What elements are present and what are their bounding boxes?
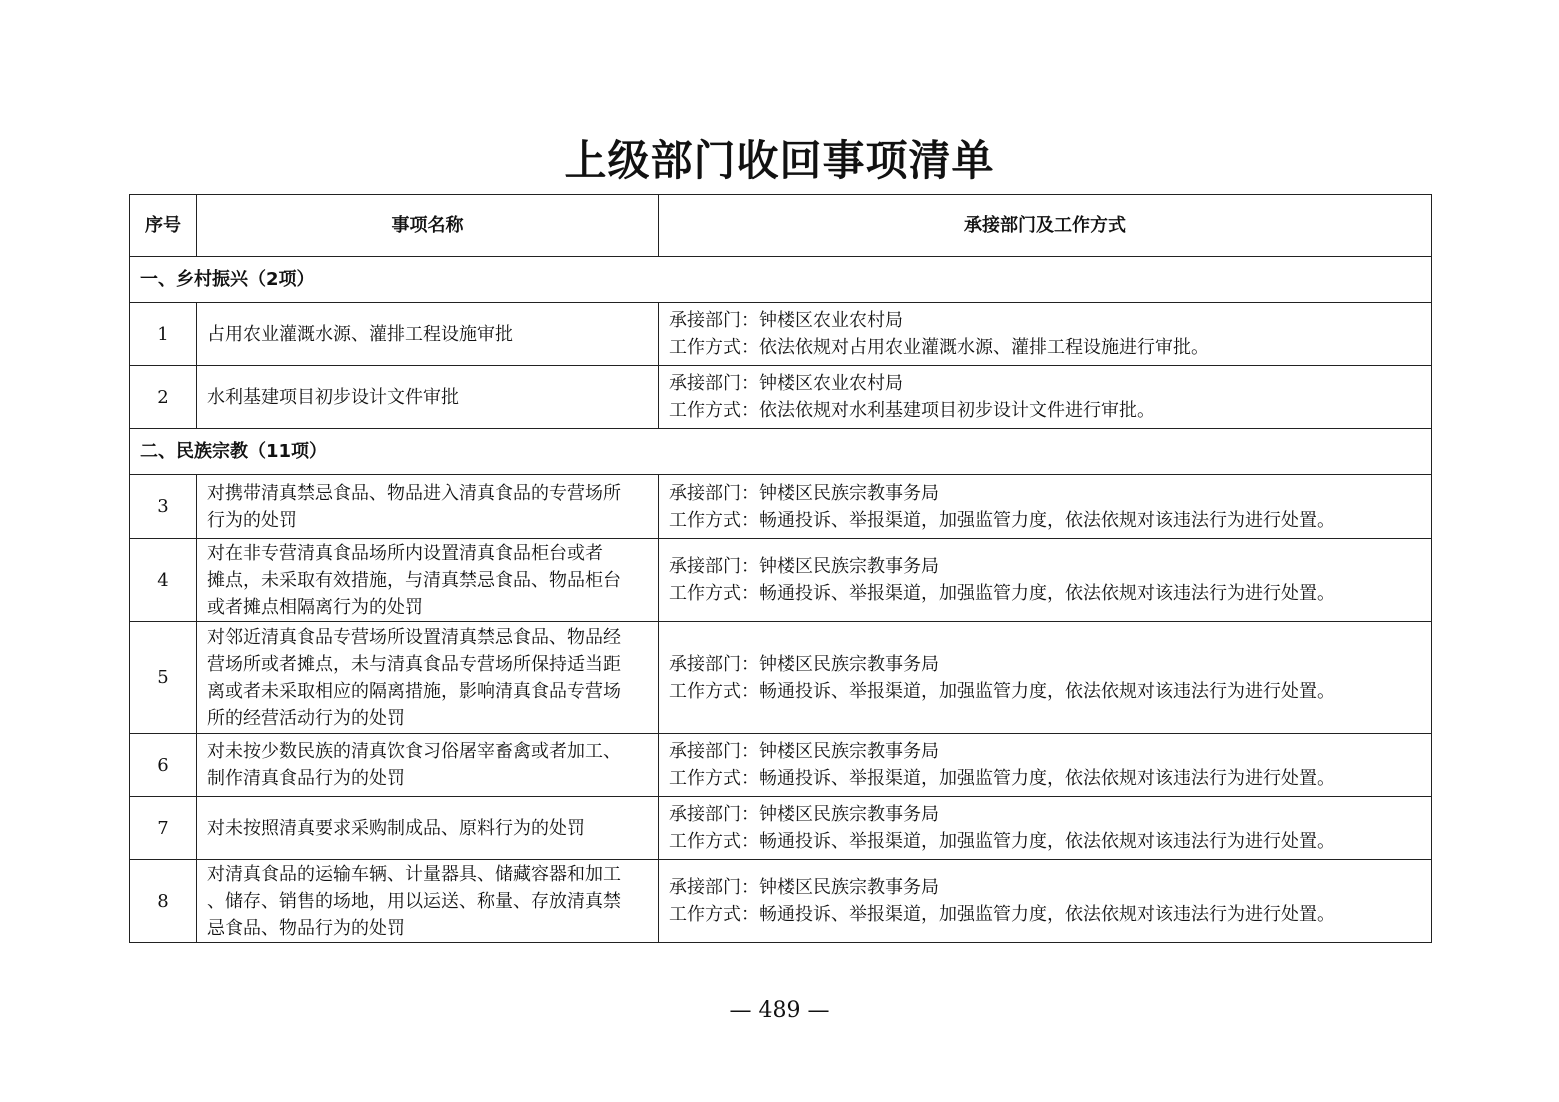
- dept-line: 承接部门：钟楼区农业农村局: [669, 310, 903, 331]
- row-index: 4: [130, 539, 197, 622]
- section-row: [130, 429, 1432, 475]
- dept-line: 承接部门：钟楼区民族宗教事务局: [669, 804, 939, 825]
- item-name-line: 对未按少数民族的清真饮食习俗屠宰畜禽或者加工、: [207, 741, 621, 762]
- table-row: [130, 734, 1432, 797]
- table-header-row: [130, 195, 1432, 257]
- row-dept-method: [659, 860, 1432, 943]
- item-name-line: 、储存、销售的场地，用以运送、称量、存放清真禁: [207, 890, 621, 912]
- item-name-line: 占用农业灌溉水源、灌排工程设施审批: [207, 323, 513, 345]
- row-index: 3: [130, 475, 197, 539]
- item-name-line: 摊点，未采取有效措施，与清真禁忌食品、物品柜台: [207, 569, 621, 591]
- row-index: 5: [130, 622, 197, 734]
- item-name-line: 制作清真食品行为的处罚: [207, 768, 405, 789]
- section-row: [130, 257, 1432, 303]
- row-item-name: [197, 734, 659, 797]
- method-line: 工作方式：畅通投诉、举报渠道，加强监管力度，依法依规对该违法行为进行处置。: [669, 904, 1335, 925]
- item-name-line: 营场所或者摊点，未与清真食品专营场所保持适当距: [207, 653, 621, 675]
- row-index: 1: [130, 303, 197, 366]
- table-row: [130, 539, 1432, 622]
- row-item-name: [197, 475, 659, 539]
- method-line: 工作方式：畅通投诉、举报渠道，加强监管力度，依法依规对该违法行为进行处置。: [669, 768, 1335, 789]
- row-item-name: [197, 797, 659, 860]
- row-dept-method: [659, 797, 1432, 860]
- row-dept-method: [659, 475, 1432, 539]
- item-name-line: 对未按照清真要求采购制成品、原料行为的处罚: [207, 817, 585, 839]
- item-name-line: 对携带清真禁忌食品、物品进入清真食品的专营场所: [207, 482, 621, 504]
- dept-line: 承接部门：钟楼区民族宗教事务局: [669, 556, 939, 577]
- table-row: [130, 797, 1432, 860]
- page-number: — 489 —: [729, 998, 830, 1023]
- item-name-line: 离或者未采取相应的隔离措施，影响清真食品专营场: [207, 680, 621, 702]
- table-row: [130, 303, 1432, 366]
- items-table: [129, 194, 1432, 943]
- row-index: 8: [130, 860, 197, 943]
- method-line: 工作方式：畅通投诉、举报渠道，加强监管力度，依法依规对该违法行为进行处置。: [669, 583, 1335, 604]
- row-item-name: [197, 366, 659, 429]
- row-index: 2: [130, 366, 197, 429]
- header-dept: 承接部门及工作方式: [659, 195, 1432, 257]
- table-row: [130, 475, 1432, 539]
- item-name-line: 对邻近清真食品专营场所设置清真禁忌食品、物品经: [207, 626, 621, 648]
- dept-line: 承接部门：钟楼区民族宗教事务局: [669, 877, 939, 898]
- row-dept-method: [659, 622, 1432, 734]
- dept-line: 承接部门：钟楼区民族宗教事务局: [669, 741, 939, 762]
- row-item-name: [197, 860, 659, 943]
- method-line: 工作方式：依法依规对占用农业灌溉水源、灌排工程设施进行审批。: [669, 337, 1209, 358]
- table-row: [130, 366, 1432, 429]
- table-body: [130, 257, 1432, 943]
- header-name: 事项名称: [197, 195, 659, 257]
- row-dept-method: [659, 303, 1432, 366]
- row-item-name: [197, 539, 659, 622]
- item-name-line: 对清真食品的运输车辆、计量器具、储藏容器和加工: [207, 863, 621, 885]
- row-index: 7: [130, 797, 197, 860]
- method-line: 工作方式：畅通投诉、举报渠道，加强监管力度，依法依规对该违法行为进行处置。: [669, 680, 1335, 702]
- method-line: 工作方式：畅通投诉、举报渠道，加强监管力度，依法依规对该违法行为进行处置。: [669, 831, 1335, 852]
- table-row: [130, 622, 1432, 734]
- item-name-line: 忌食品、物品行为的处罚: [207, 917, 405, 939]
- section-heading: 二、民族宗教（11项）: [130, 429, 1432, 475]
- dept-line: 承接部门：钟楼区民族宗教事务局: [669, 482, 939, 504]
- dept-line: 承接部门：钟楼区民族宗教事务局: [669, 653, 939, 675]
- method-line: 工作方式：依法依规对水利基建项目初步设计文件进行审批。: [669, 400, 1155, 421]
- row-dept-method: [659, 366, 1432, 429]
- item-name-line: 所的经营活动行为的处罚: [207, 707, 405, 729]
- row-dept-method: [659, 734, 1432, 797]
- table-row: [130, 860, 1432, 943]
- section-heading: 一、乡村振兴（2项）: [130, 257, 1432, 303]
- item-name-line: 对在非专营清真食品场所内设置清真食品柜台或者: [207, 542, 603, 564]
- item-name-line: 或者摊点相隔离行为的处罚: [207, 596, 423, 618]
- row-item-name: [197, 303, 659, 366]
- row-item-name: [197, 622, 659, 734]
- header-index: 序号: [130, 195, 197, 257]
- item-name-line: 水利基建项目初步设计文件审批: [207, 386, 459, 408]
- dept-line: 承接部门：钟楼区农业农村局: [669, 373, 903, 394]
- row-dept-method: [659, 539, 1432, 622]
- page-title: 上级部门收回事项清单: [564, 136, 995, 185]
- row-index: 6: [130, 734, 197, 797]
- item-name-line: 行为的处罚: [207, 509, 297, 531]
- method-line: 工作方式：畅通投诉、举报渠道，加强监管力度，依法依规对该违法行为进行处置。: [669, 509, 1335, 531]
